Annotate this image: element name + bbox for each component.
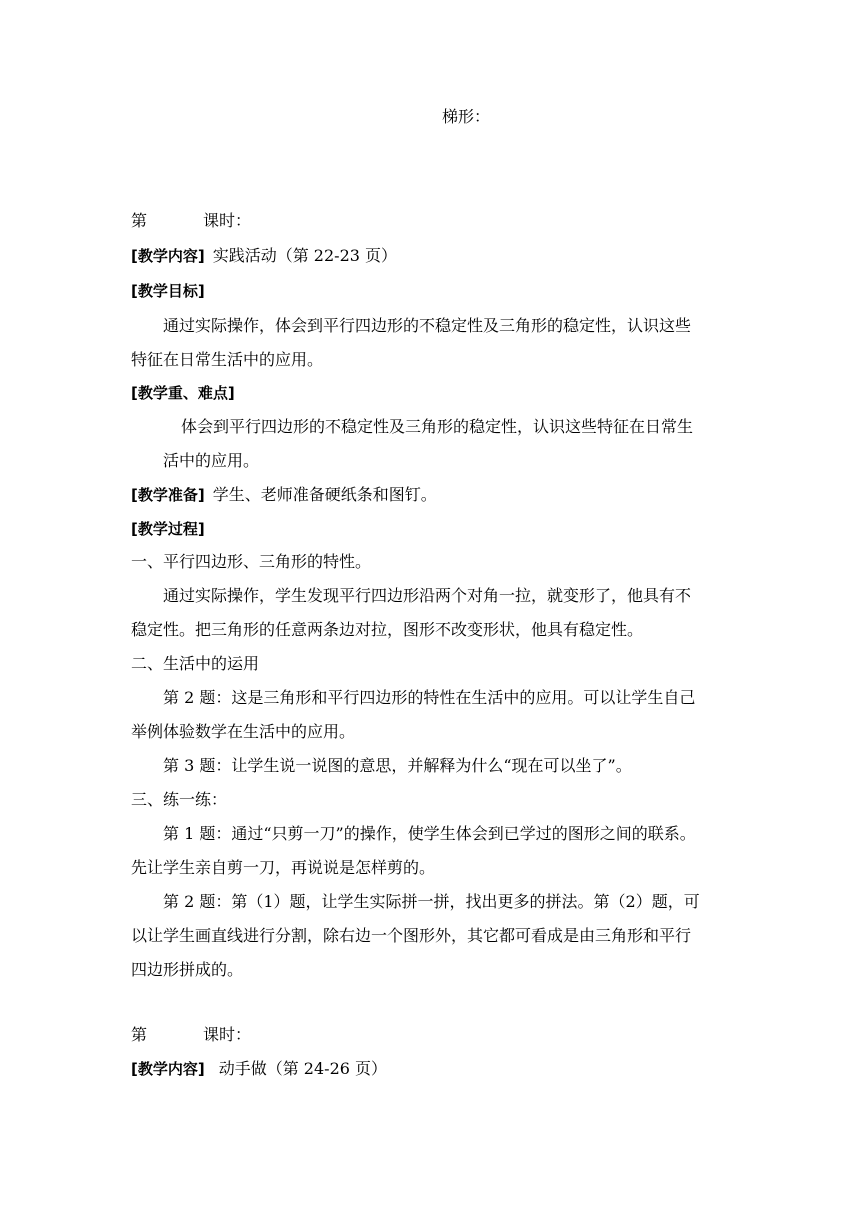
section-3-p2-line-3: 四边形拼成的。	[131, 960, 244, 979]
section-3-p2-line-1: 第 2 题：第（1）题，让学生实际拼一拼，找出更多的拼法。第（2）题，可	[163, 892, 700, 911]
section-3-p1-line-2: 先让学生亲自剪一刀，再说说是怎样剪的。	[131, 858, 436, 877]
goal-line-2: 特征在日常生活中的应用。	[131, 350, 324, 369]
lesson-2-content-label: [教学内容]	[131, 1060, 205, 1078]
goal-line-1: 通过实际操作，体会到平行四边形的不稳定性及三角形的稳定性，认识这些	[163, 316, 692, 335]
section-2-title: 二、生活中的运用	[131, 654, 260, 673]
lesson-ke-right: 课时：	[203, 211, 252, 230]
top-label: 梯形：	[442, 107, 491, 126]
content-text: 实践活动（第 22-23 页）	[212, 246, 398, 265]
section-3-title: 三、练一练：	[131, 790, 228, 809]
lesson-2-ke-right: 课时：	[203, 1025, 252, 1044]
section-1-title: 一、平行四边形、三角形的特性。	[131, 552, 372, 571]
lesson-heading	[131, 210, 731, 232]
section-1-line-1: 通过实际操作，学生发现平行四边形沿两个对角一拉，就变形了，他具有不	[163, 586, 692, 605]
section-3-p1-line-1: 第 1 题：通过“只剪一刀”的操作，使学生体会到已学过的图形之间的联系。	[163, 824, 696, 843]
process-label: [教学过程]	[131, 520, 205, 538]
section-3-p2-line-2: 以让学生画直线进行分割，除右边一个图形外，其它都可看成是由三角形和平行	[131, 926, 692, 945]
key-label: [教学重、难点]	[131, 384, 235, 402]
prep-text: 学生、老师准备硬纸条和图钉。	[212, 485, 437, 504]
goal-label: [教学目标]	[131, 282, 205, 300]
lesson-2-heading	[131, 1024, 731, 1046]
key-line-1: 体会到平行四边形的不稳定性及三角形的稳定性，认识这些特征在日常生	[181, 417, 694, 436]
lesson-2-content-text: 动手做（第 24-26 页）	[218, 1059, 388, 1078]
prep-label: [教学准备]	[131, 486, 205, 504]
section-2-p2: 第 3 题：让学生说一说图的意思，并解释为什么“现在可以坐了”。	[163, 756, 632, 775]
key-line-2: 活中的应用。	[163, 451, 260, 470]
content-row	[131, 245, 731, 267]
lesson-2-ke-left: 第	[131, 1025, 148, 1044]
lesson-ke-left: 第	[131, 211, 148, 230]
section-2-p1-line-2: 举例体验数学在生活中的应用。	[131, 722, 356, 741]
prep-row	[131, 484, 731, 506]
section-2-p1-line-1: 第 2 题：这是三角形和平行四边形的特性在生活中的应用。可以让学生自己	[163, 688, 696, 707]
content-label: [教学内容]	[131, 247, 205, 265]
section-1-line-2: 稳定性。把三角形的任意两条边对拉，图形不改变形状，他具有稳定性。	[131, 620, 644, 639]
lesson-2-content-row	[131, 1058, 731, 1080]
